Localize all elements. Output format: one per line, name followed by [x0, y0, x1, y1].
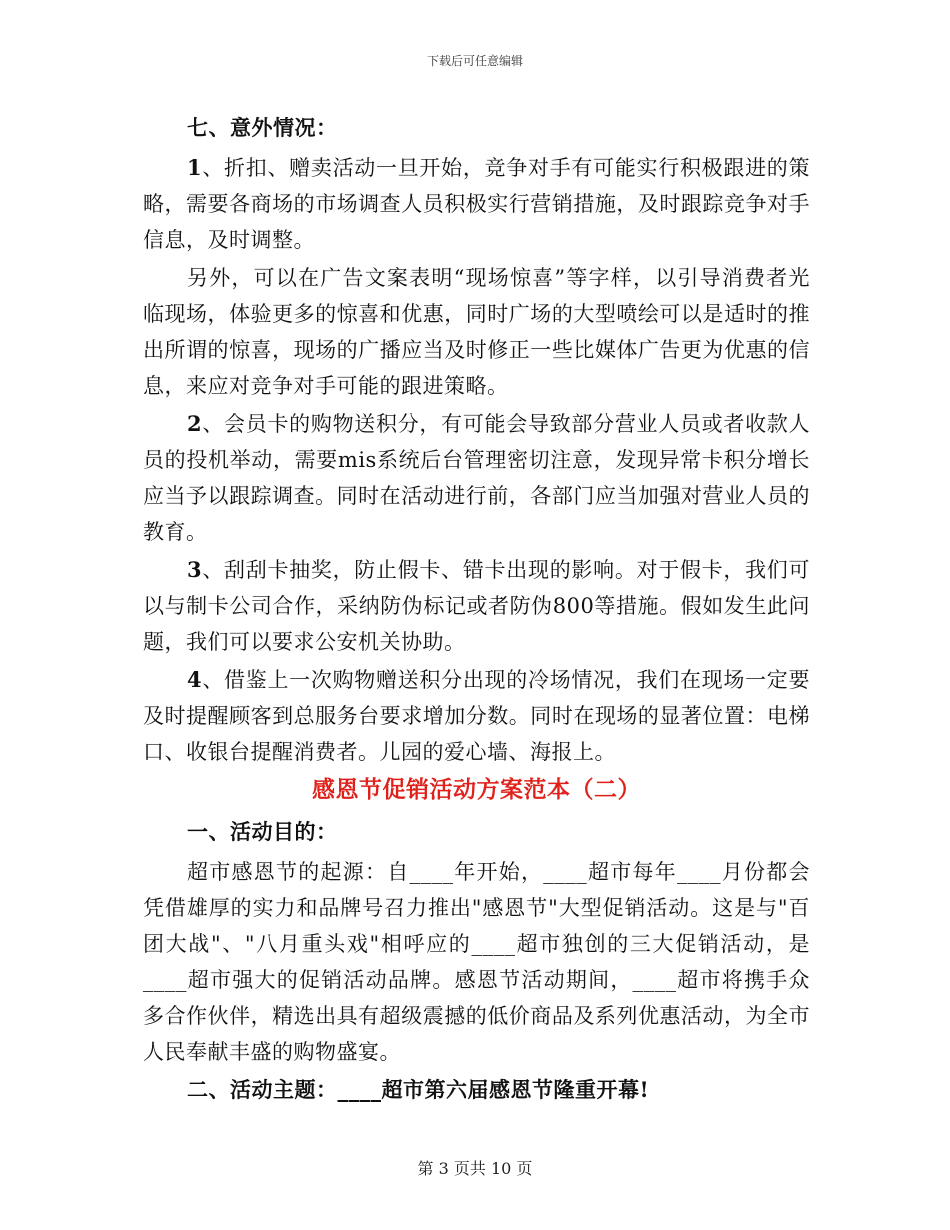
document-section-title: 感恩节促销活动方案范本（二） [312, 776, 641, 803]
item-number: 4 [187, 667, 203, 692]
item-text: 、刮刮卡抽奖，防止假卡、错卡出现的影响。对于假卡，我们可以与制卡公司合作，采纳防伪标记或者防伪800等措施。假如发生此问题，我们可以要求公安机关协助。 [143, 558, 810, 654]
section-heading: 七、意外情况： [187, 115, 338, 140]
paragraph-item-1 [143, 150, 810, 258]
part1-heading: 一、活动目的： [187, 819, 338, 844]
paragraph-extra: 另外，可以在广告文案表明“现场惊喜”等字样，以引导消费者光临现场，体验更多的惊喜和优惠，同时广场的大型喷绘可以是适时的推出所谓的惊喜，现场的广播应当及时修正一些比媒体广告更为优惠的信息，来应对竞争对手可能的跟进策略。 [143, 266, 810, 398]
paragraph-item-2 [143, 406, 810, 550]
item-number: 3 [187, 557, 203, 582]
page-footer: 第 3 页共 10 页 [417, 1159, 533, 1178]
paragraph-item-3 [143, 552, 810, 660]
item-text: 、会员卡的购物送积分，有可能会导致部分营业人员或者收款人员的投机举动，需要mis系统后台管理密切注意，发现异常卡积分增长应当予以跟踪调查。同时在活动进行前，各部门应当加强对营业人员的教育。 [143, 412, 810, 544]
item-text: 、借鉴上一次购物赠送积分出现的冷场情况，我们在现场一定要及时提醒顾客到总服务台要求增加分数。同时在现场的显著位置：电梯口、收银台提醒消费者。儿园的爱心墙、海报上。 [143, 668, 810, 764]
item-number: 2 [187, 411, 203, 436]
part1-paragraph: 超市感恩节的起源：自____年开始，____超市每年____月份都会凭借雄厚的实力和品牌号召力推出"感恩节"大型促销活动。这是与"百团大战"、"八月重头戏"相呼应的____超市独创的三大促销活动，是____超市强大的促销活动品牌。感恩节活动期间，____超市将携手众多合作伙伴，精选出具有超级震撼的低价商品及系列优惠活动，为全市人民奉献丰盛的购物盛宴。 [143, 860, 810, 1064]
part2-heading: 二、活动主题：____超市第六届感恩节隆重开幕! [187, 1077, 650, 1102]
paragraph-item-4 [143, 662, 810, 770]
item-text: 、折扣、赠卖活动一旦开始，竞争对手有可能实行积极跟进的策略，需要各商场的市场调查人员积极实行营销措施，及时跟踪竞争对手信息，及时调整。 [143, 156, 810, 252]
page-header: 下载后可任意编辑 [426, 54, 523, 68]
document-body [143, 110, 810, 1112]
item-number: 1 [187, 155, 203, 180]
